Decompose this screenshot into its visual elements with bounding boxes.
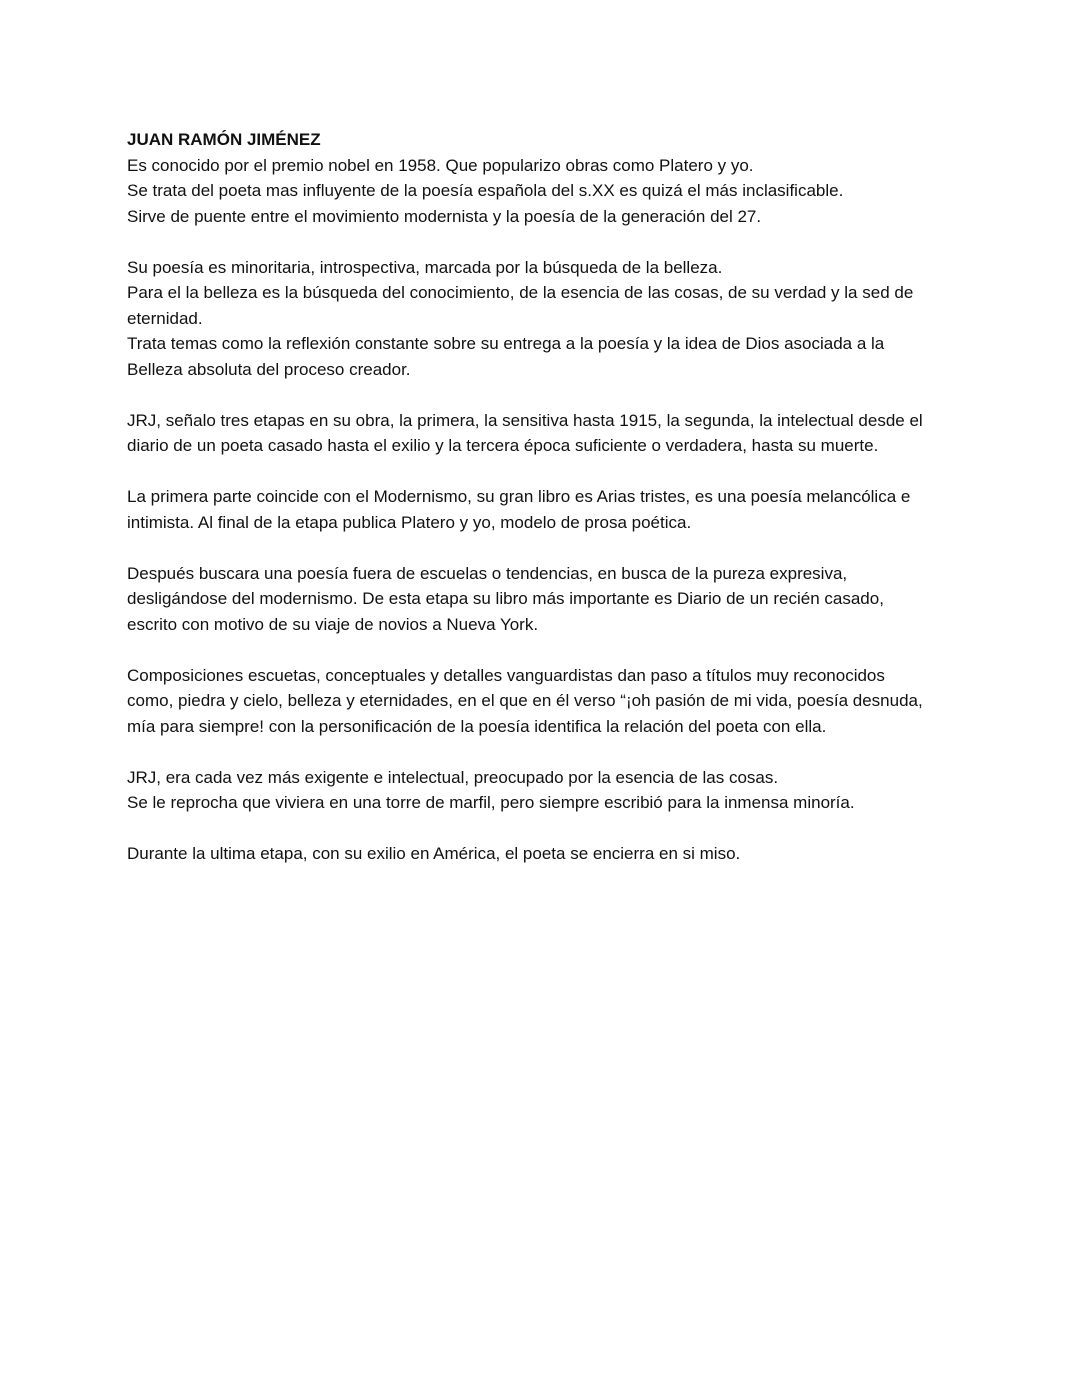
document-title: JUAN RAMÓN JIMÉNEZ xyxy=(127,130,321,149)
paragraph-line: Composiciones escuetas, conceptuales y detalles vanguardistas dan paso a títulos muy reconocidos xyxy=(127,665,885,685)
paragraph-line: Es conocido por el premio nobel en 1958. Que popularizo obras como Platero y yo. xyxy=(127,155,754,175)
paragraph-intro xyxy=(127,153,967,230)
paragraph-line: JRJ, era cada vez más exigente e intelectual, preocupado por la esencia de las cosas. xyxy=(127,767,779,787)
paragraph-line: Durante la ultima etapa, con su exilio en América, el poeta se encierra en si miso. xyxy=(127,844,741,863)
paragraph-demanding xyxy=(127,765,967,816)
paragraph-last-stage xyxy=(127,841,967,867)
paragraph-line: Belleza absoluta del proceso creador. xyxy=(127,359,411,379)
paragraph-line: Después buscara una poesía fuera de escuelas o tendencias, en busca de la pureza expresiva, xyxy=(127,563,848,583)
paragraph-line: Se trata del poeta mas influyente de la poesía española del s.XX es quizá el más inclasificable. xyxy=(127,181,844,200)
paragraph-line: Se le reprocha que viviera en una torre de marfil, pero siempre escribió para la inmensa minoría. xyxy=(127,793,855,812)
paragraph-line: Su poesía es minoritaria, introspectiva, marcada por la búsqueda de la belleza. xyxy=(127,257,723,277)
document-page xyxy=(127,127,967,892)
paragraph-line: JRJ, señalo tres etapas en su obra, la primera, la sensitiva hasta 1915, la segunda, la intelectual desde el xyxy=(127,410,923,430)
paragraph-line: escrito con motivo de su viaje de novios a Nueva York. xyxy=(127,614,539,634)
paragraph-poetry-style xyxy=(127,255,967,383)
paragraph-line: eternidad. xyxy=(127,308,203,328)
paragraph-line: como, piedra y cielo, belleza y eternidades, en el que en él verso “¡oh pasión de mi vida, poesía desnuda, xyxy=(127,691,923,710)
paragraph-stages xyxy=(127,408,967,459)
paragraph-line: mía para siempre! con la personificación de la poesía identifica la relación del poeta con ella. xyxy=(127,716,827,736)
paragraph-line: desligándose del modernismo. De esta etapa su libro más importante es Diario de un recién casado, xyxy=(127,589,884,608)
paragraph-line: Para el la belleza es la búsqueda del conocimiento, de la esencia de las cosas, de su verdad y la sed de xyxy=(127,283,914,302)
paragraph-line: intimista. Al final de la etapa publica Platero y yo, modelo de prosa poética. xyxy=(127,512,692,532)
paragraph-first-stage xyxy=(127,484,967,535)
paragraph-line: diario de un poeta casado hasta el exilio y la tercera época suficiente o verdadera, hasta su muerte. xyxy=(127,436,879,455)
paragraph-second-stage xyxy=(127,561,967,638)
paragraph-compositions xyxy=(127,663,967,740)
paragraph-line: La primera parte coincide con el Modernismo, su gran libro es Arias tristes, es una poesía melancólica e xyxy=(127,487,911,506)
paragraph-line: Trata temas como la reflexión constante sobre su entrega a la poesía y la idea de Dios asociada a la xyxy=(127,334,885,353)
paragraph-line: Sirve de puente entre el movimiento modernista y la poesía de la generación del 27. xyxy=(127,206,762,226)
